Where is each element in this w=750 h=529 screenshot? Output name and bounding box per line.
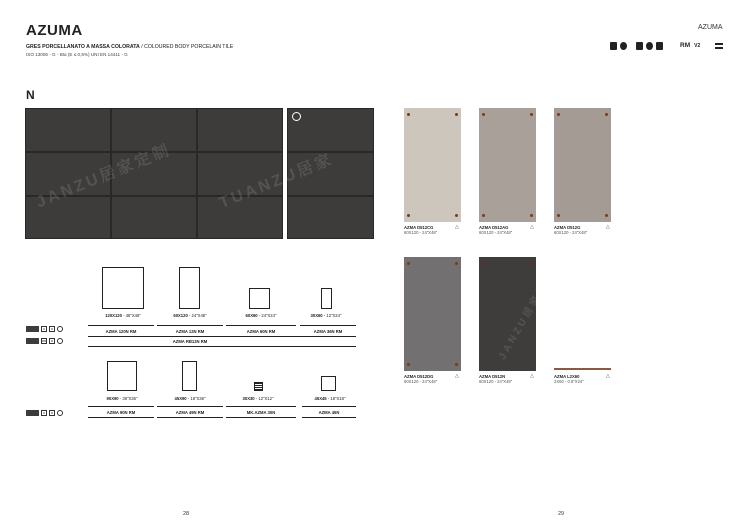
swatch-row	[26, 410, 63, 416]
rule	[157, 406, 223, 407]
brand-right: AZUMA	[698, 24, 723, 31]
dot	[455, 214, 458, 217]
badge: U	[42, 411, 46, 415]
trim-swatch	[554, 368, 611, 370]
v2-label: V2	[694, 43, 701, 49]
standards-line: ISO 13006 - G - BIa (E ≤ 0,5%) UNI EN 14411 - G	[26, 52, 128, 57]
tile-label: AZMA D512N 60X120 - 24"X48"	[479, 374, 513, 384]
warning-icon: △	[455, 224, 459, 230]
format-shape	[179, 267, 200, 309]
leaf-icon	[292, 112, 301, 121]
dot	[407, 113, 410, 116]
mosaic-shape	[254, 382, 263, 391]
format-shape	[321, 376, 336, 391]
rm-label: RM	[680, 42, 691, 49]
rule	[226, 406, 296, 407]
rule	[300, 325, 356, 326]
rule	[157, 325, 223, 326]
format-size: 45X45 - 18"X18"	[314, 396, 346, 401]
dot	[482, 214, 485, 217]
tile-swatch	[554, 108, 611, 222]
bag-icon	[646, 42, 653, 50]
ambient-photo	[25, 108, 374, 239]
tile-label: AZMA D512G 60X120 - 24"X48"	[554, 225, 588, 235]
format-shape	[321, 288, 332, 309]
badge: N	[50, 327, 54, 331]
format-size: 60X60 - 24"X24"	[245, 313, 277, 318]
circle-icon	[57, 326, 63, 332]
dot	[557, 214, 560, 217]
badge: N	[50, 339, 54, 343]
product-code: AZMA 120N RM	[105, 329, 137, 334]
watermark: TUANZU居家	[216, 150, 337, 213]
format-size: 45X90 - 18"X36"	[174, 396, 206, 401]
product-code: AZMA 60N RM	[246, 329, 276, 334]
hourglass-icon	[715, 42, 723, 50]
feature-icons	[610, 42, 723, 50]
leaf-icon	[57, 338, 63, 344]
tile-cell	[25, 108, 111, 152]
series-code: N	[26, 88, 35, 102]
rule	[88, 336, 356, 337]
tile-label: AZMA D512DG 60X120 - 24"X48"	[404, 374, 438, 384]
swatch	[26, 410, 39, 416]
dot	[482, 113, 485, 116]
circle-icon	[57, 410, 63, 416]
tile-cell	[287, 196, 374, 239]
rule	[226, 325, 296, 326]
format-size: 90X90 - 36"X36"	[106, 396, 138, 401]
dot	[407, 214, 410, 217]
product-code: AZMA 12N RM	[175, 329, 205, 334]
dot	[455, 262, 458, 265]
page-number-right: 29	[558, 511, 565, 517]
hand-icon	[610, 42, 617, 50]
tile-swatch	[479, 108, 536, 222]
swatch	[26, 326, 39, 332]
drop-icon	[656, 42, 663, 50]
warning-icon: △	[606, 373, 610, 379]
product-code: AZMA RB12N RM	[172, 339, 208, 344]
warning-icon: △	[606, 224, 610, 230]
swatch	[26, 338, 39, 344]
tile-swatch	[479, 257, 557, 371]
dot	[557, 113, 560, 116]
swatch-row	[26, 326, 63, 332]
format-size: 30X60 - 12"X24"	[310, 313, 342, 318]
rule	[88, 325, 154, 326]
tile-cell	[111, 196, 197, 239]
format-size: 60X120 - 24"X48"	[173, 313, 207, 318]
product-code: AZMA 36N RM	[313, 329, 343, 334]
product-code: AZMA 49N RM	[175, 410, 205, 415]
format-shape	[107, 361, 137, 391]
dot	[530, 214, 533, 217]
format-shape	[249, 288, 270, 309]
badge: RR	[42, 339, 47, 343]
tile-swatch	[404, 108, 461, 222]
product-subtitle: GRES PORCELLANATO A MASSA COLORATA / COLOURED BODY PORCELAIN TILE	[26, 44, 234, 50]
product-code: AZMA 45N	[318, 410, 340, 415]
badge: U	[42, 327, 46, 331]
rule	[226, 417, 296, 418]
dot	[605, 214, 608, 217]
warning-icon: △	[530, 224, 534, 230]
tile-label: AZMA L2X60 2X60 - 0.8"X24"	[554, 374, 584, 384]
rule	[88, 406, 154, 407]
dot	[407, 262, 410, 265]
badge: N	[50, 411, 54, 415]
format-shape	[182, 361, 197, 391]
format-size: 120X120 - 48"X48"	[105, 313, 141, 318]
rule	[88, 346, 356, 347]
dot	[530, 113, 533, 116]
dot	[482, 262, 485, 265]
format-size: 30X30 - 12"X12"	[242, 396, 274, 401]
dot	[605, 113, 608, 116]
product-code: MK.AZMA 30N	[246, 410, 276, 415]
house-icon	[636, 42, 643, 50]
dot	[407, 363, 410, 366]
page-number-left: 28	[183, 511, 190, 517]
product-code: AZMA 90N RM	[106, 410, 136, 415]
tile-label: AZMA D512CG 60X120 - 24"X48"	[404, 225, 438, 235]
brand-title: AZUMA	[26, 22, 83, 39]
watermark: JANZU居家定制	[497, 269, 557, 362]
rule	[157, 417, 223, 418]
tile-cell	[197, 108, 283, 152]
watermark: JANZU居家定制	[33, 141, 175, 212]
swatch-row	[26, 338, 63, 344]
format-shape	[102, 267, 144, 309]
dot	[530, 262, 533, 265]
warning-icon: △	[455, 373, 459, 379]
rule	[88, 417, 154, 418]
dot	[455, 363, 458, 366]
tile-label: AZMA D512AG 60X120 - 24"X48"	[479, 225, 513, 235]
dot	[455, 113, 458, 116]
warning-icon: △	[530, 373, 534, 379]
glove-icon	[620, 42, 627, 50]
tile-swatch	[404, 257, 461, 371]
rule	[302, 406, 356, 407]
rule	[302, 417, 356, 418]
